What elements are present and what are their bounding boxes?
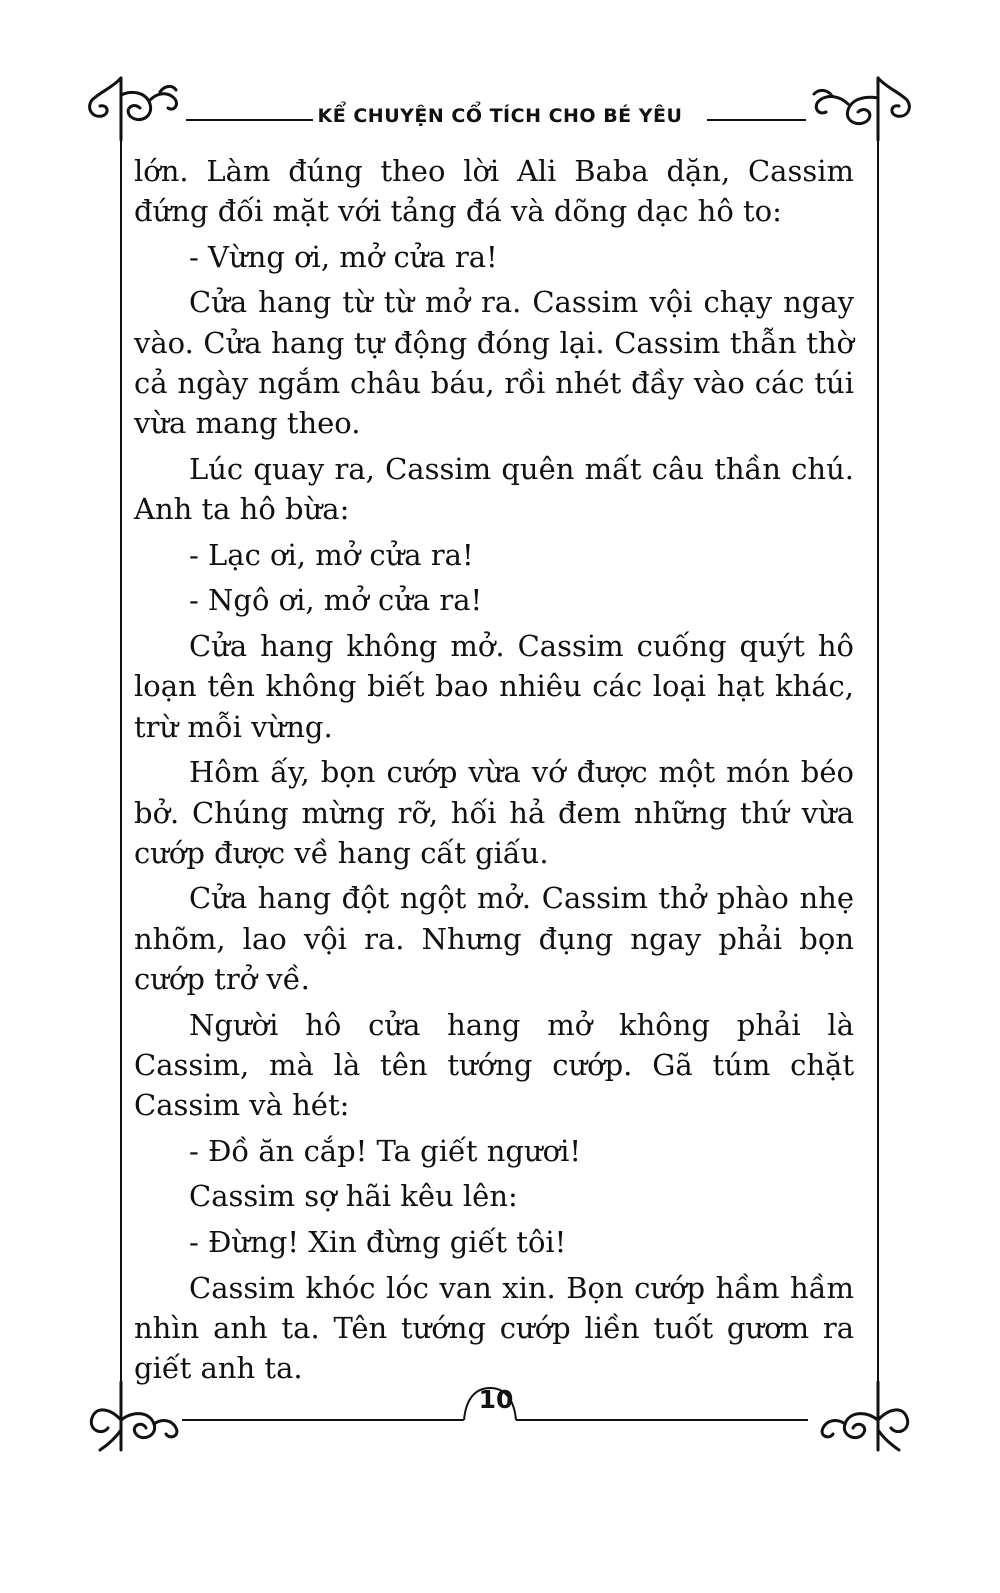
paragraph: - Vừng ơi, mở cửa ra! xyxy=(189,239,498,274)
story-text-body xyxy=(134,151,854,1394)
paragraph: Cassim sợ hãi kêu lên: xyxy=(189,1179,518,1214)
paragraph: - Ngô ơi, mở cửa ra! xyxy=(189,583,483,618)
paragraph: lớn. Làm đúng theo lời Ali Baba dặn, Cassim đứng đối mặt với tảng đá và dõng dạc hô to: xyxy=(134,154,854,229)
paragraph: - Lạc ơi, mở cửa ra! xyxy=(189,537,474,572)
paragraph: Cửa hang đột ngột mở. Cassim thở phào nhẹ nhõm, lao vội ra. Nhưng đụng ngay phải bọn cướp trở về. xyxy=(134,881,854,997)
paragraph: Người hô cửa hang mở không phải là Cassim, mà là tên tướng cướp. Gã túm chặt Cassim và hét: xyxy=(134,1007,854,1123)
running-header-title: KỂ CHUYỆN CỔ TÍCH CHO BÉ YÊU xyxy=(317,105,683,127)
paragraph: - Đừng! Xin đừng giết tôi! xyxy=(189,1224,567,1259)
paragraph: Hôm ấy, bọn cướp vừa vớ được một món béo bở. Chúng mừng rỡ, hối hả đem những thứ vừa cướp được về hang cất giấu. xyxy=(134,755,854,870)
paragraph: - Đồ ăn cắp! Ta giết ngươi! xyxy=(189,1133,581,1168)
paragraph: Lúc quay ra, Cassim quên mất câu thần chú. Anh ta hô bừa: xyxy=(134,451,854,527)
page-number: 10 xyxy=(478,1385,514,1414)
paragraph: Cửa hang từ từ mở ra. Cassim vội chạy ngay vào. Cửa hang tự động đóng lại. Cassim thẫn thờ cả ngày ngắm châu báu, rồi nhét đầy vào các túi vừa mang theo. xyxy=(134,285,854,441)
paragraph: Cửa hang không mở. Cassim cuống quýt hô loạn tên không biết bao nhiêu các loại hạt khác, trừ mỗi vừng. xyxy=(134,629,854,744)
paragraph: Cassim khóc lóc van xin. Bọn cướp hầm hầm nhìn anh ta. Tên tướng cướp liền tuốt gươm ra giết anh ta. xyxy=(134,1270,854,1386)
